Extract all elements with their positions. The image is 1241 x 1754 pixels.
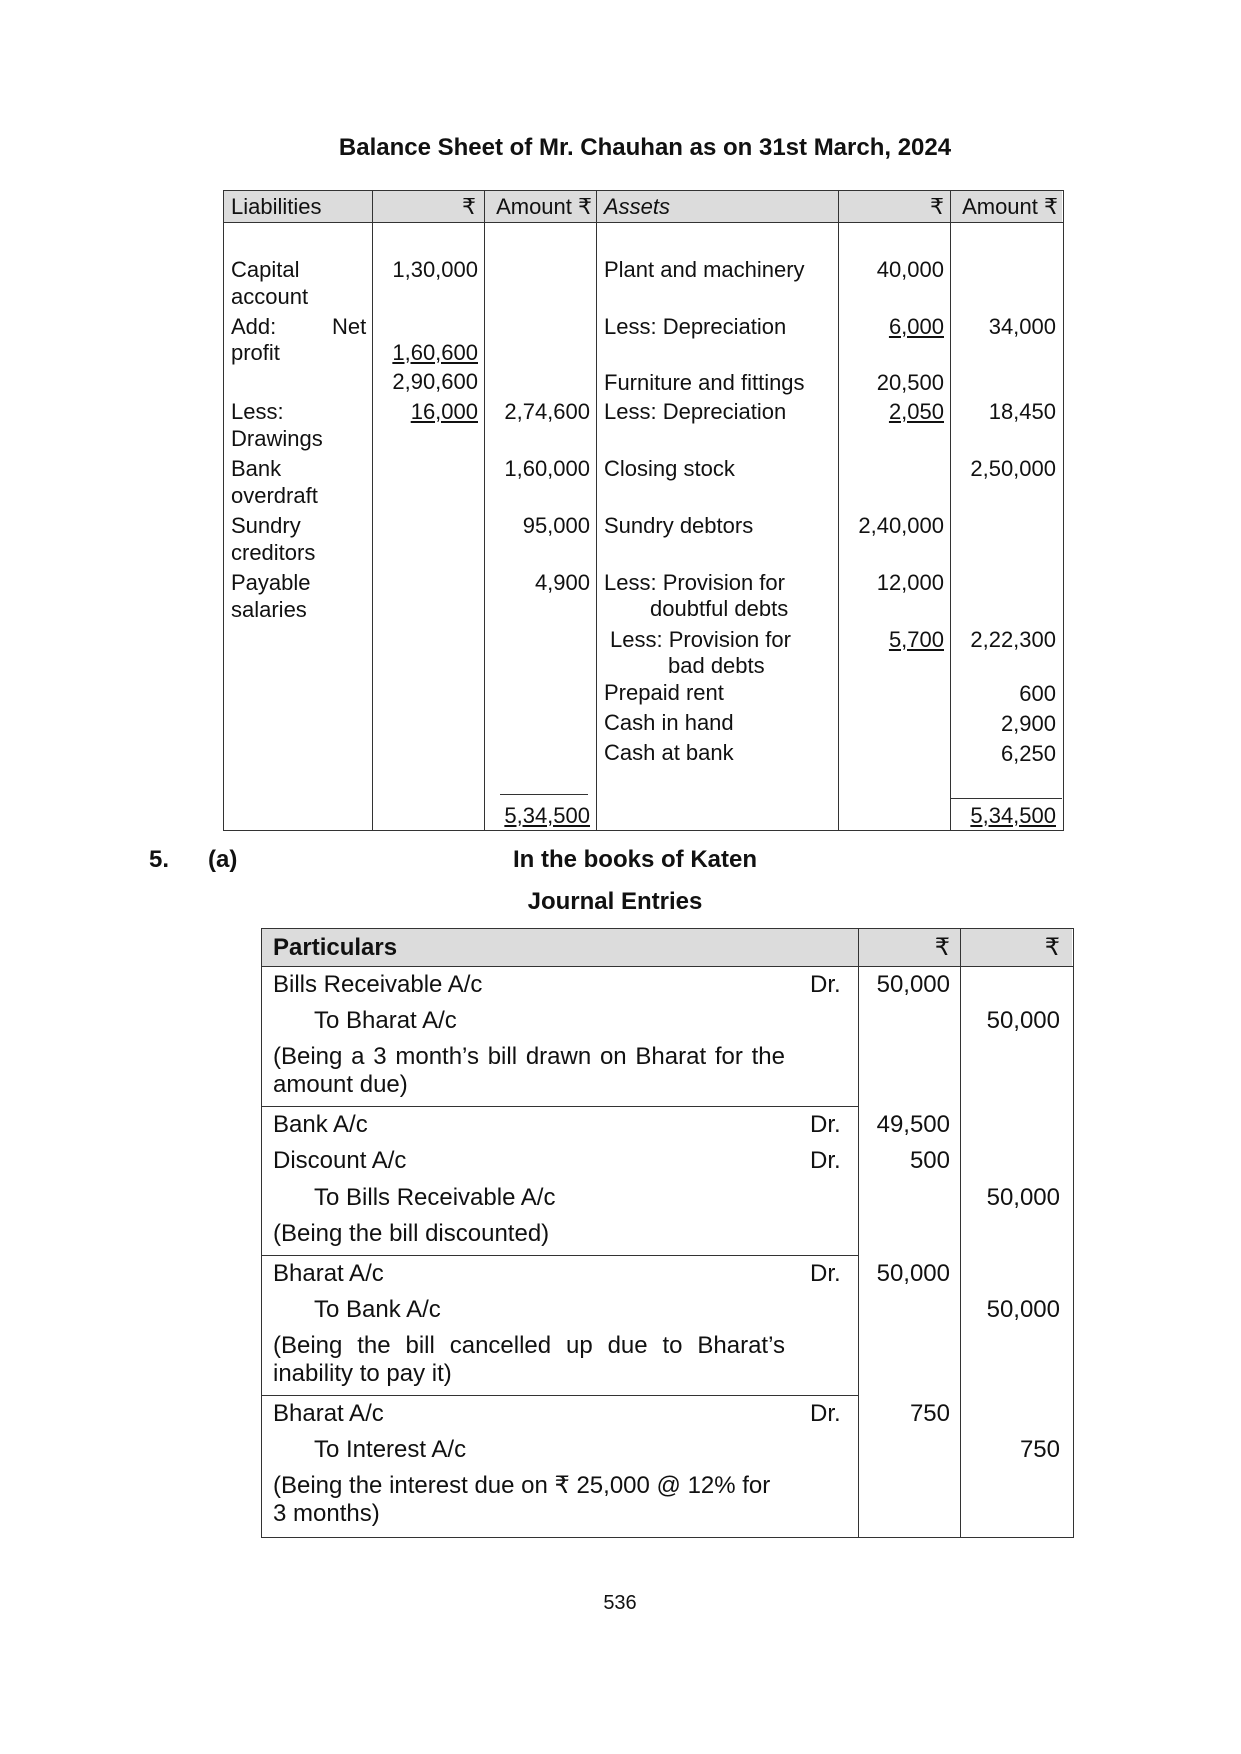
plant-value: 40,000	[876, 257, 944, 282]
furniture-value: 20,500	[876, 370, 944, 395]
profit-word: profit	[231, 340, 280, 365]
entry-1-debit-amount: 50,000	[876, 971, 950, 998]
less-drawings-label: Less: Drawings	[231, 399, 323, 451]
provision-doubtful-label: Less: Provision for	[604, 570, 785, 595]
cash-at-bank-label: Cash at bank	[604, 740, 734, 765]
dr-label: Dr.	[810, 1260, 841, 1287]
less-depreciation-label: Less: Depreciation	[604, 399, 787, 424]
payable-salaries-value: 4,900	[534, 570, 590, 595]
prepaid-rent-value: 600	[1019, 681, 1056, 706]
bank-overdraft-value: 1,60,000	[504, 456, 590, 481]
sundry-debtors-label: Sundry debtors	[604, 513, 754, 538]
plant-label: Plant and machinery	[604, 257, 805, 282]
entry-1-credit-amount: 50,000	[986, 1007, 1060, 1034]
header-amount: Amount ₹	[496, 194, 592, 219]
provision-doubtful-value: 12,000	[876, 570, 944, 595]
capital-net-value: 2,74,600	[504, 399, 590, 424]
closing-stock-value: 2,50,000	[970, 456, 1056, 481]
capital-subtotal: 2,90,600	[392, 369, 478, 394]
header-credit: ₹	[1044, 934, 1060, 961]
entry-4-credit-amount: 750	[1019, 1436, 1060, 1463]
entry-2-debit-amount-1: 49,500	[876, 1111, 950, 1138]
col-divider	[596, 190, 597, 830]
closing-stock-label: Closing stock	[604, 456, 735, 481]
provision-doubtful-label-2: doubtful debts	[650, 596, 789, 621]
sundry-debtors-value: 2,40,000	[858, 513, 944, 538]
payable-salaries-label: Payable salaries	[231, 570, 311, 622]
add-net-label: Add:	[231, 314, 277, 339]
dr-label: Dr.	[810, 1400, 841, 1427]
depreciation-value: 6,000	[888, 314, 944, 339]
cash-at-bank-value: 6,250	[1000, 741, 1056, 766]
cash-in-hand-value: 2,900	[1000, 711, 1056, 736]
provision-bad-label-2: bad debts	[668, 653, 765, 678]
assets-total: 5,34,500	[970, 803, 1056, 828]
entry-4-debit-account: Bharat A/c	[273, 1400, 384, 1427]
total-rule-liabilities	[500, 794, 588, 795]
entry-3-debit-account: Bharat A/c	[273, 1260, 384, 1287]
journal-subheading: Journal Entries	[527, 888, 703, 915]
journal-col-divider	[858, 928, 859, 1538]
entry-4-narration: (Being the interest due on ₹ 25,000 @ 12% for 3 months)	[273, 1472, 771, 1527]
prepaid-rent-label: Prepaid rent	[604, 680, 724, 705]
sundry-creditors-label: Sundry creditors	[231, 513, 316, 565]
plant-net-value: 34,000	[988, 314, 1056, 339]
dr-label: Dr.	[810, 971, 841, 998]
furniture-net-value: 18,450	[988, 399, 1056, 424]
provision-bad-label: Less: Provision for	[610, 627, 791, 652]
header-assets: Assets	[604, 194, 671, 219]
drawings-value: 16,000	[410, 399, 478, 424]
header-divider	[224, 222, 1063, 223]
journal-heading: In the books of Katen	[512, 846, 757, 873]
page-number: 536	[603, 1592, 637, 1614]
entry-2-credit-account: To Bills Receivable A/c	[314, 1184, 556, 1211]
balance-sheet-title: Balance Sheet of Mr. Chauhan as on 31st March, 2024	[338, 134, 952, 161]
dr-label: Dr.	[810, 1111, 841, 1138]
entry-3-credit-account: To Bank A/c	[314, 1296, 441, 1323]
capital-account-label: Capital account	[231, 257, 309, 309]
liabilities-total: 5,34,500	[504, 803, 590, 828]
question-part: (a)	[208, 846, 238, 873]
capital-value: 1,30,000	[392, 257, 478, 282]
debtors-net-value: 2,22,300	[970, 627, 1056, 652]
entry-separator	[262, 1106, 859, 1107]
entry-separator	[262, 1395, 859, 1396]
dr-label: Dr.	[810, 1147, 841, 1174]
furniture-label: Furniture and fittings	[604, 370, 805, 395]
header-amount: Amount ₹	[962, 194, 1058, 219]
header-rupee: ₹	[462, 194, 476, 219]
entry-separator	[262, 1255, 859, 1256]
journal-col-divider	[960, 928, 961, 1538]
total-rule-assets	[950, 798, 1062, 799]
entry-2-debit-amount-2: 500	[909, 1147, 950, 1174]
net-profit-value: 1,60,600	[392, 340, 478, 365]
header-liabilities: Liabilities	[231, 194, 322, 219]
entry-1-narration: (Being a 3 month’s bill drawn on Bharat for the amount due)	[273, 1043, 785, 1098]
less-depreciation-label: Less: Depreciation	[604, 314, 787, 339]
entry-4-credit-account: To Interest A/c	[314, 1436, 467, 1463]
col-divider	[950, 190, 951, 830]
provision-bad-value: 5,700	[888, 627, 944, 652]
header-rupee: ₹	[930, 194, 944, 219]
entry-1-credit-account: To Bharat A/c	[314, 1007, 457, 1034]
net-word: Net	[332, 314, 367, 339]
journal-header-divider	[262, 966, 1073, 967]
entry-3-narration: (Being the bill cancelled up due to Bharat’s inability to pay it)	[273, 1332, 785, 1387]
header-particulars: Particulars	[273, 934, 398, 961]
cash-in-hand-label: Cash in hand	[604, 710, 734, 735]
entry-2-debit-account-1: Bank A/c	[273, 1111, 368, 1138]
question-number: 5.	[149, 846, 170, 873]
entry-3-debit-amount: 50,000	[876, 1260, 950, 1287]
entry-3-credit-amount: 50,000	[986, 1296, 1060, 1323]
header-debit: ₹	[934, 934, 950, 961]
col-divider	[484, 190, 485, 830]
entry-1-debit-account: Bills Receivable A/c	[273, 971, 483, 998]
sundry-creditors-value: 95,000	[522, 513, 590, 538]
entry-4-debit-amount: 750	[909, 1400, 950, 1427]
col-divider	[372, 190, 373, 830]
entry-2-credit-amount: 50,000	[986, 1184, 1060, 1211]
depreciation-value: 2,050	[888, 399, 944, 424]
entry-2-debit-account-2: Discount A/c	[273, 1147, 407, 1174]
col-divider	[838, 190, 839, 830]
bank-overdraft-label: Bank overdraft	[231, 456, 318, 508]
entry-2-narration: (Being the bill discounted)	[273, 1220, 550, 1247]
